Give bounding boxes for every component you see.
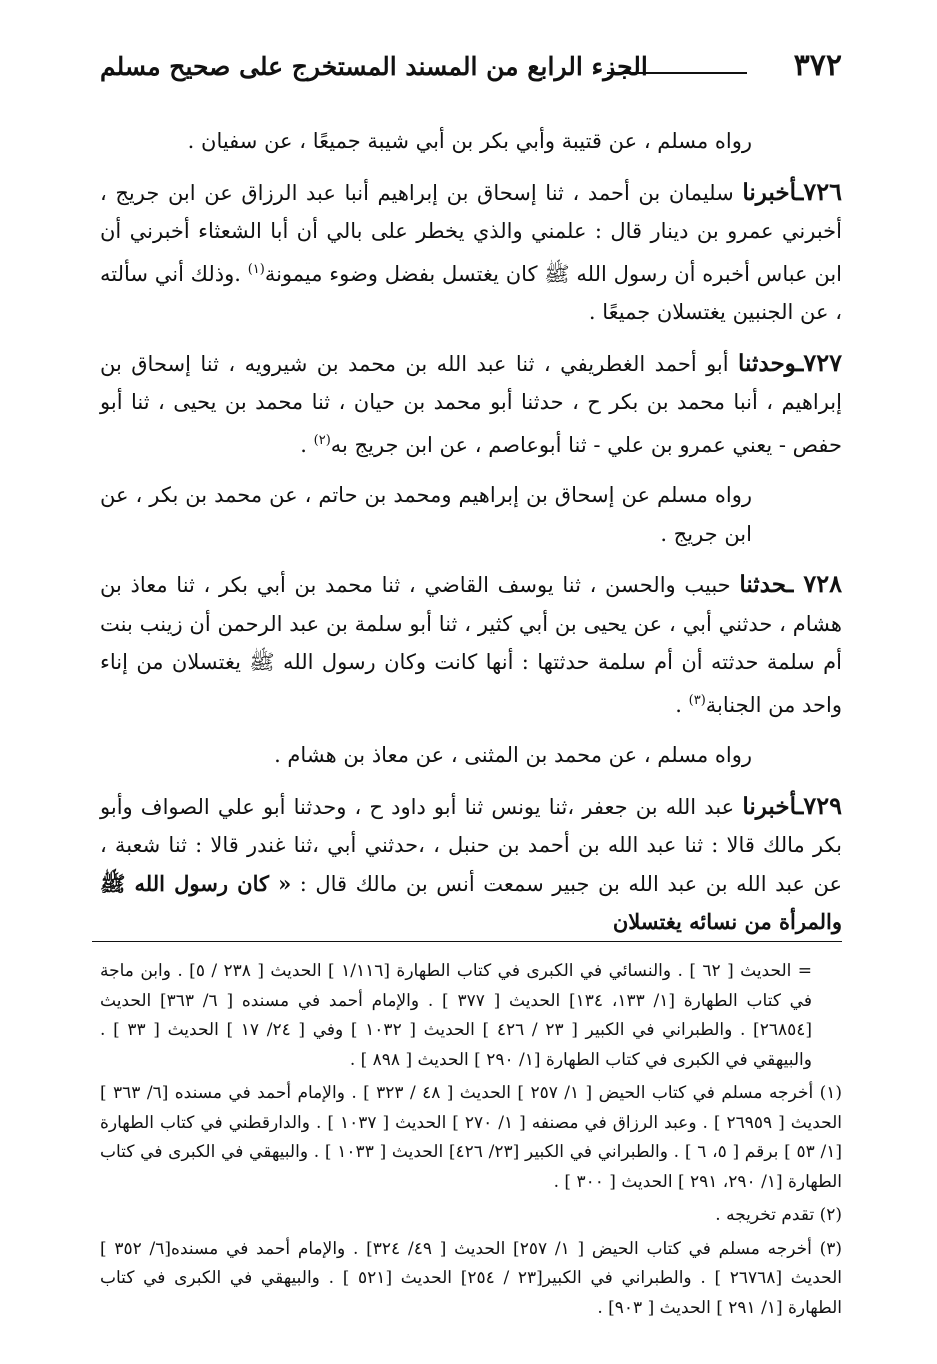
main-text <box>100 122 842 954</box>
hadith-726: ٧٢٦ـأخبرنا سليمان بن أحمد ، ثنا إسحاق بن إبراهيم أنبا عبد الرزاق عن ابن جريج ، أخبرني عمرو بن دينار قال : علمني والذي يخطر على بالي أن أبا الشعثاء أخبرني أن ابن عباس أخبره أن رسول الله ﷺ كان يغتسل بفضل وضوء ميمونة$^{(١)}$ .وذلك أني سألته ، عن الجنبين يغتسلان جميعًا . <box>100 176 842 324</box>
hadith-number: ٧٢٨ <box>803 569 843 598</box>
footnote-mark: (١) <box>247 261 265 277</box>
hadith-lead-word: وحدثنا <box>738 349 797 377</box>
footnote-separator <box>92 941 842 942</box>
paragraph-ref-725: رواه مسلم ، عن قتيبة وأبي بكر بن أبي شيبة جميعًا ، عن سفيان . <box>187 129 752 153</box>
footnote-continued: = الحديث [ ٦٢ ] . والنسائي في الكبرى في كتاب الطهارة [١/١١٦ ] الحديث [ ٢٣٨ / ٥] . وابن ماجة في كتاب الطهارة [١/ ١٣٣، ١٣٤] الحديث [ ٣٧٧ ] . والإمام أحمد في مسنده [ ٦/ ٣٦٣] الحديث [٢٦٨٥٤] . والطبراني في الكبير [ ٢٣ / ٤٢٦ ] الحديث [ ١٠٣٢ ] وفي [ ٢٤/ ١٧ ] الحديث [ ٣٣ ] . والبيهقي في الكبرى في كتاب الطهارة [١/ ٢٩٠ ] الحديث [ ٨٩٨ ] . <box>100 961 813 1070</box>
footnote-mark: (٣) <box>688 692 706 708</box>
hadith-text: سليمان بن أحمد ، ثنا إسحاق بن إبراهيم أنبا عبد الرزاق عن ابن جريج ، أخبرني عمرو بن دينار قال : علمني والذي يخطر على بالي أن أبا الشعثاء أخبرني أن ابن عباس أخبره أن رسول الله ﷺ كان يغتسل بفضل وضوء ميمونة <box>100 180 842 286</box>
hadith-729: ٧٢٩ـأخبرنا عبد الله بن جعفر ،ثنا يونس ثنا أبو داود ح ، وحدثنا أبو علي الصواف وأبو بكر مالك قالا : ثنا عبد الله بن أحمد بن حنبل ، ،حدثني أبي ،ثنا غندر قالا : ثنا شعبة ، عن عبد الله بن عبد الله بن جبير سمعت أنس بن مالك قال : « كان رسول الله ﷺ والمرأة من نسائه يغتسلان <box>100 790 842 934</box>
hadith-number: ٧٢٩ <box>803 790 842 820</box>
hadith-text: عبد الله بن جعفر ،ثنا يونس ثنا أبو داود ح ، وحدثنا أبو علي الصواف وأبو بكر مالك قالا : ثنا عبد الله بن أحمد بن حنبل ، ،حدثني أبي ،ثنا غندر قالا : ثنا شعبة ، عن عبد الله بن عبد الله بن جبير سمعت أنس بن مالك قال : <box>100 794 842 896</box>
footnotes <box>100 957 842 1327</box>
hadith-text-tail: . <box>300 432 314 457</box>
hadith-text-tail: . <box>675 692 689 717</box>
footnote-2: (٢) تقدم تخريجه . <box>715 1205 842 1225</box>
hadith-lead-word: حدثنا <box>739 571 787 598</box>
hadith-quote-bold: « كان رسول الله ﷺ والمرأة من نسائه يغتسلان <box>100 870 842 934</box>
hadith-lead-word: أخبرنا <box>742 792 797 820</box>
footnote-mark: (٢) <box>313 432 331 448</box>
hadith-727: ٧٢٧ـوحدثنا أبو أحمد الغطريفي ، ثنا عبد الله بن محمد بن شيرويه ، ثنا إسحاق بن إبراهيم ، أنبا محمد بن بكر ح ، حدثنا أبو محمد بن حيان ، ثنا محمد بن يحيى ، ثنا أبو حفص - يعني عمرو بن علي - ثنا أبوعاصم ، عن ابن جريج به$^{(٢)}$ . <box>100 347 842 457</box>
hadith-text-tail: .وذلك أني سألته ، عن الجنبين يغتسلان جميعًا . <box>100 261 842 324</box>
hadith-number: ٧٢٧ <box>803 347 842 377</box>
hadith-728: ٧٢٨ ـحدثنا حبيب والحسن ، ثنا يوسف القاضي ، ثنا محمد بن أبي بكر ، ثنا معاذ بن هشام ، حدثني أبي ، عن يحيى بن أبي كثير ، ثنا أبو سلمة بن عبد الرحمن أن زينب بنت أم سلمة حدثته أن أم سلمة حدثتها : أنها كانت وكان رسول الله ﷺ يغتسلان من إناء واحد من الجنابة$^{(٣)}$ . <box>100 569 843 717</box>
hadith-text: حبيب والحسن ، ثنا يوسف القاضي ، ثنا محمد بن أبي بكر ، ثنا معاذ بن هشام ، حدثني أبي ، عن يحيى بن أبي كثير ، ثنا أبو سلمة بن عبد الرحمن أن زينب بنت أم سلمة حدثته أن أم سلمة حدثتها : أنها كانت وكان رسول الله ﷺ يغتسلان من إناء واحد من الجنابة <box>100 573 842 717</box>
footnote-3: (٣) أخرجه مسلم في كتاب الحيض [ ١/ ٢٥٧] الحديث [ ٤٩/ ٣٢٤] . والإمام أحمد في مسنده[٦/ ٣٥٢ ] الحديث [٢٦٧٦٨ ] . والطبراني في الكبير[٢٣ / ٢٥٤] الحديث [٥٢١ ] . والبيهقي في الكبرى في كتاب الطهارة [١/ ٢٩١ ] الحديث [ ٩٠٣] . <box>100 1238 843 1318</box>
paragraph-ref-727: رواه مسلم عن إسحاق بن إبراهيم ومحمد بن حاتم ، عن محمد بن بكر ، عن ابن جريج . <box>100 483 752 546</box>
page-header <box>100 48 842 98</box>
running-title: الجزء الرابع من المسند المستخرج على صحيح مسلم <box>100 52 648 81</box>
hadith-number: ٧٢٦ <box>803 176 842 206</box>
footnote-1: (١) أخرجه مسلم في كتاب الحيض [ ١/ ٢٥٧ ] الحديث [ ٤٨ / ٣٢٣ ] . والإمام أحمد في مسنده [٦/ ٣٦٣ ] الحديث [ ٢٦٩٥٩ ] . وعبد الرزاق في مصنفه [ ١/ ٢٧٠ ] الحديث [ ١٠٣٧ ] . والدارقطني في كتاب الطهارة [١/ ٥٣ ] برقم [ ٥، ٦ ] . والطبراني في الكبير [٢٣/ ٤٢٦] الحديث [ ١٠٣٣ ] . والبيهقي في الكبرى في كتاب الطهارة [١/ ٢٩٠، ٢٩١ ] الحديث [ ٣٠٠ ] . <box>100 1083 843 1192</box>
hadith-lead-word: أخبرنا <box>742 178 797 206</box>
hadith-text: أبو أحمد الغطريفي ، ثنا عبد الله بن محمد بن شيرويه ، ثنا إسحاق بن إبراهيم ، أنبا محمد بن بكر ح ، حدثنا أبو محمد بن حيان ، ثنا محمد بن يحيى ، ثنا أبو حفص - يعني عمرو بن علي - ثنا أبوعاصم ، عن ابن جريج به <box>100 351 842 457</box>
page-number: ٣٧٢ <box>793 48 842 83</box>
paragraph-ref-728: رواه مسلم ، عن محمد بن المثنى ، عن معاذ بن هشام . <box>274 743 752 767</box>
